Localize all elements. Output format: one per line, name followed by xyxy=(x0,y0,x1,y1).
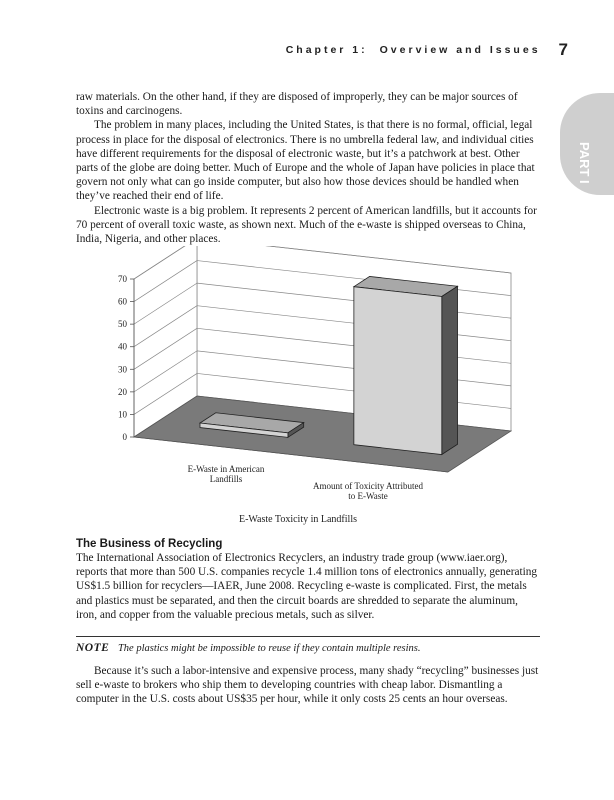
paragraph: raw materials. On the other hand, if they are disposed of improperly, they can be major sources of toxins and carcinogens. xyxy=(76,91,518,118)
y-tick-label: 0 xyxy=(122,432,127,442)
paragraph: The problem in many places, including the United States, is that there is no formal, official, legal process in place for the disposal of electronics. There is no umbrella federal law, and individual cities have different requirements for the disposal of electronic waste, but it’s a patchwork at best. Other parts of the globe are doing better. Much of Europe and the whole of Japan have policies in place that govern not only what can go inside computer, but also how those devices should be handled when they’ve reached their end of life. xyxy=(76,119,535,203)
x-category-label: E-Waste in American xyxy=(187,464,265,474)
paragraph: Because it’s such a labor-intensive and expensive process, many shady “recycling” businesses just sell e-waste to brokers who ship them to developing countries with cheap labor. Dismantling a computer in the U.S. costs about US$35 per hour, while it only costs 25 cents an hour overseas. xyxy=(76,665,539,706)
y-tick-label: 60 xyxy=(118,296,127,307)
y-tick-label: 30 xyxy=(118,364,127,375)
running-header xyxy=(286,40,568,60)
paragraph: Electronic waste is a big problem. It represents 2 percent of American landfills, but it accounts for 70 percent of overall toxic waste, as shown next. Much of the e-waste is shipped overseas to China, India, Nigeria, and other places. xyxy=(76,204,537,246)
y-tick-label: 50 xyxy=(118,319,127,330)
intro-text xyxy=(76,90,540,246)
part-tab-text: PART I xyxy=(577,142,592,184)
ewaste-chart xyxy=(76,246,540,528)
note-label: NOTE xyxy=(76,642,110,654)
chapter-title: Overview and Issues xyxy=(379,44,541,56)
section-heading: The Business of Recycling xyxy=(76,538,223,550)
x-category-label: to E-Waste xyxy=(348,491,388,501)
y-tick-label: 20 xyxy=(118,386,127,397)
y-tick-label: 10 xyxy=(118,409,127,420)
chart-svg xyxy=(76,246,540,528)
bar-front xyxy=(354,287,442,455)
note-text: The plastics might be impossible to reuse if they contain multiple resins. xyxy=(117,643,421,654)
section-text xyxy=(76,551,540,622)
bar-side xyxy=(442,286,458,454)
paragraph: The International Association of Electronics Recyclers, an industry trade group (www.iaer.org), reports that more than 500 U.S. companies recycle 1.4 million tons of electronics annually, generating US$1.5 billion for recyclers—IAER, June 2008. Recycling e-waste is complicated. First, the metals and plastics must be separated, and then the circuit boards are shredded to separate the aluminum, iron, and copper from the valuable precious metals, such as silver. xyxy=(76,552,538,621)
closing-text xyxy=(76,664,540,707)
page-number: 7 xyxy=(558,40,568,59)
chart-title: E-Waste Toxicity in Landfills xyxy=(238,514,358,525)
y-tick-label: 70 xyxy=(118,274,127,284)
y-tick-label: 40 xyxy=(118,341,127,352)
note-box xyxy=(76,636,540,654)
chapter-label: Chapter 1: xyxy=(285,44,368,56)
x-category-label: Amount of Toxicity Attributed xyxy=(313,481,423,491)
x-category-label: Landfills xyxy=(209,474,243,484)
